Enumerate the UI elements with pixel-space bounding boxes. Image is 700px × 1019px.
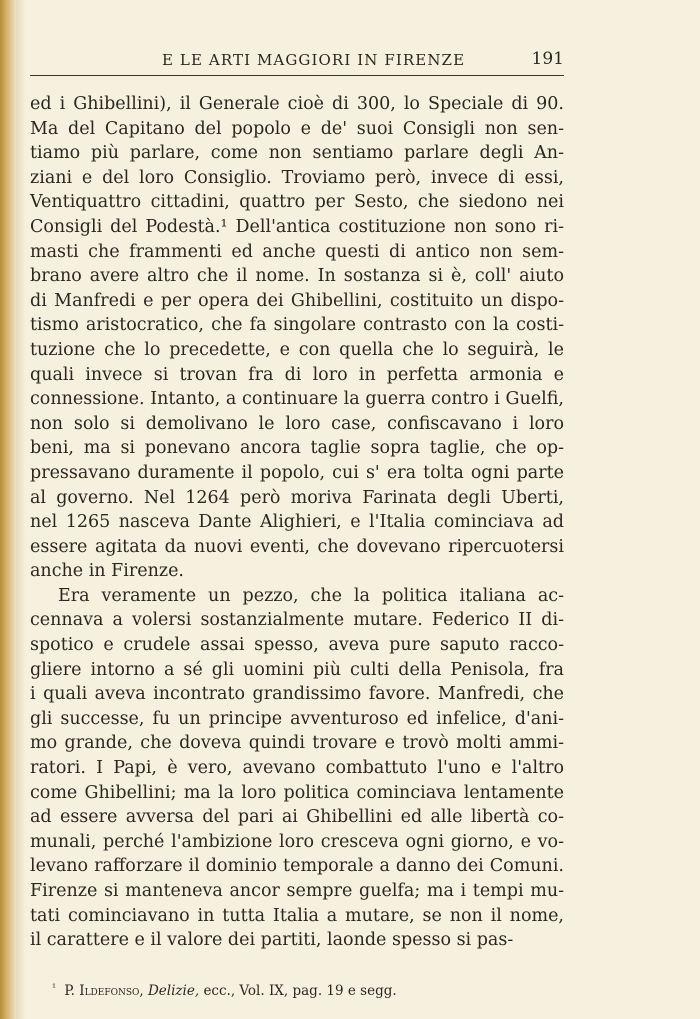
text-line: ed i Ghibellini), il Generale cioè di 300, lo Speciale di 90. (30, 94, 564, 114)
text-line: al governo. Nel 1264 però moriva Farinata degli Uberti, (30, 487, 564, 508)
header-rule (30, 75, 564, 76)
text-line: beni, ma si ponevano ancora taglie sopra taglie, che op- (30, 438, 564, 459)
text-line: quali invece si trovan fra di loro in perfetta armonia e (30, 364, 564, 385)
text-line: masti che frammenti ed anche questi di antico non sem- (30, 241, 564, 262)
text-line: ziani e del loro Consiglio. Troviamo però, invece di essi, (30, 167, 564, 188)
book-spine-edge (0, 0, 16, 1019)
text-line: di Manfredi e per opera dei Ghibellini, costituito un dispo- (30, 290, 564, 311)
text-line: Ma del Capitano del popolo e de' suoi Consigli non sen- (30, 118, 564, 139)
text-line: non solo si demolivano le loro case, confiscavano i loro (30, 413, 564, 434)
paragraph (30, 92, 564, 584)
text-line: ratori. I Papi, è vero, avevano combattuto l'uno e l'altro (30, 758, 564, 779)
text-line: tismo aristocratico, che fa singolare contrasto con la costi- (30, 315, 564, 336)
text-line: pressavano duramente il popolo, cui s' era tolta ogni parte (30, 462, 564, 483)
text-line: levano rafforzare il dominio temporale a danno dei Comuni. (30, 856, 564, 877)
text-line: brano avere altro che il nome. In sostanza si è, coll' aiuto (30, 266, 564, 287)
body-text (30, 92, 564, 953)
text-line: essere agitata da nuovi eventi, che dovevano ripercuotersi (30, 536, 564, 557)
text-line: tati cominciavano in tutta Italia a mutare, se non il nome, (30, 905, 564, 926)
running-head: E LE ARTI MAGGIORI IN FIRENZE (162, 51, 466, 69)
page-gutter-shadow (16, 0, 26, 1019)
text-line: Era veramente un pezzo, che la politica italiana ac- (58, 585, 564, 606)
footnote-title: Delizie, (147, 983, 200, 999)
text-line: il carattere e il valore dei partiti, laonde spesso si pas- (30, 930, 514, 951)
text-line: connessione. Intanto, a continuare la guerra contro i Guelfi, (30, 389, 564, 410)
text-line: gli successe, fu un principe avventuroso ed infelice, d'ani- (30, 708, 564, 729)
footnote-rest: ecc., Vol. IX, pag. 19 e segg. (203, 983, 397, 999)
text-line: anche in Firenze. (30, 561, 184, 582)
footnote (52, 983, 397, 999)
text-line: cennava a volersi sostanzialmente mutare. Federico II di- (30, 610, 564, 631)
text-line: gliere intorno a sé gli uomini più culti della Penisola, fra (30, 659, 564, 680)
text-line: nel 1265 nasceva Dante Alighieri, e l'Italia cominciava ad (30, 512, 564, 533)
text-line: come Ghibellini; ma la loro politica cominciava lentamente (30, 782, 564, 803)
page-header (30, 48, 564, 76)
page-number: 191 (531, 49, 564, 69)
text-line: mo grande, che doveva quindi trovare e trovò molti ammi- (30, 733, 564, 754)
text-line: i quali aveva incontrato grandissimo favore. Manfredi, che (30, 684, 564, 705)
footnote-marker: ¹ (52, 983, 57, 994)
text-line: Ventiquattro cittadini, quattro per Sesto, che siedono nei (30, 192, 564, 213)
text-line: spotico e crudele assai spesso, aveva pure saputo racco- (30, 635, 564, 656)
text-line: Firenze si manteneva ancor sempre guelfa; ma i tempi mu- (30, 881, 564, 901)
text-line: tuzione che lo precedette, e con quella che lo seguirà, le (30, 339, 564, 360)
text-line: tiamo più parlare, come non sentiamo parlare degli An- (30, 143, 564, 164)
text-line: ad essere avversa del pari ai Ghibellini ed alle libertà co- (30, 807, 564, 828)
paragraph (30, 584, 564, 953)
text-line: Consigli del Podestà.¹ Dell'antica costituzione non sono ri- (30, 216, 564, 237)
text-line: munali, perché l'ambizione loro cresceva ogni giorno, e vo- (30, 831, 564, 852)
footnote-author: P. Ildefonso, (64, 983, 144, 999)
